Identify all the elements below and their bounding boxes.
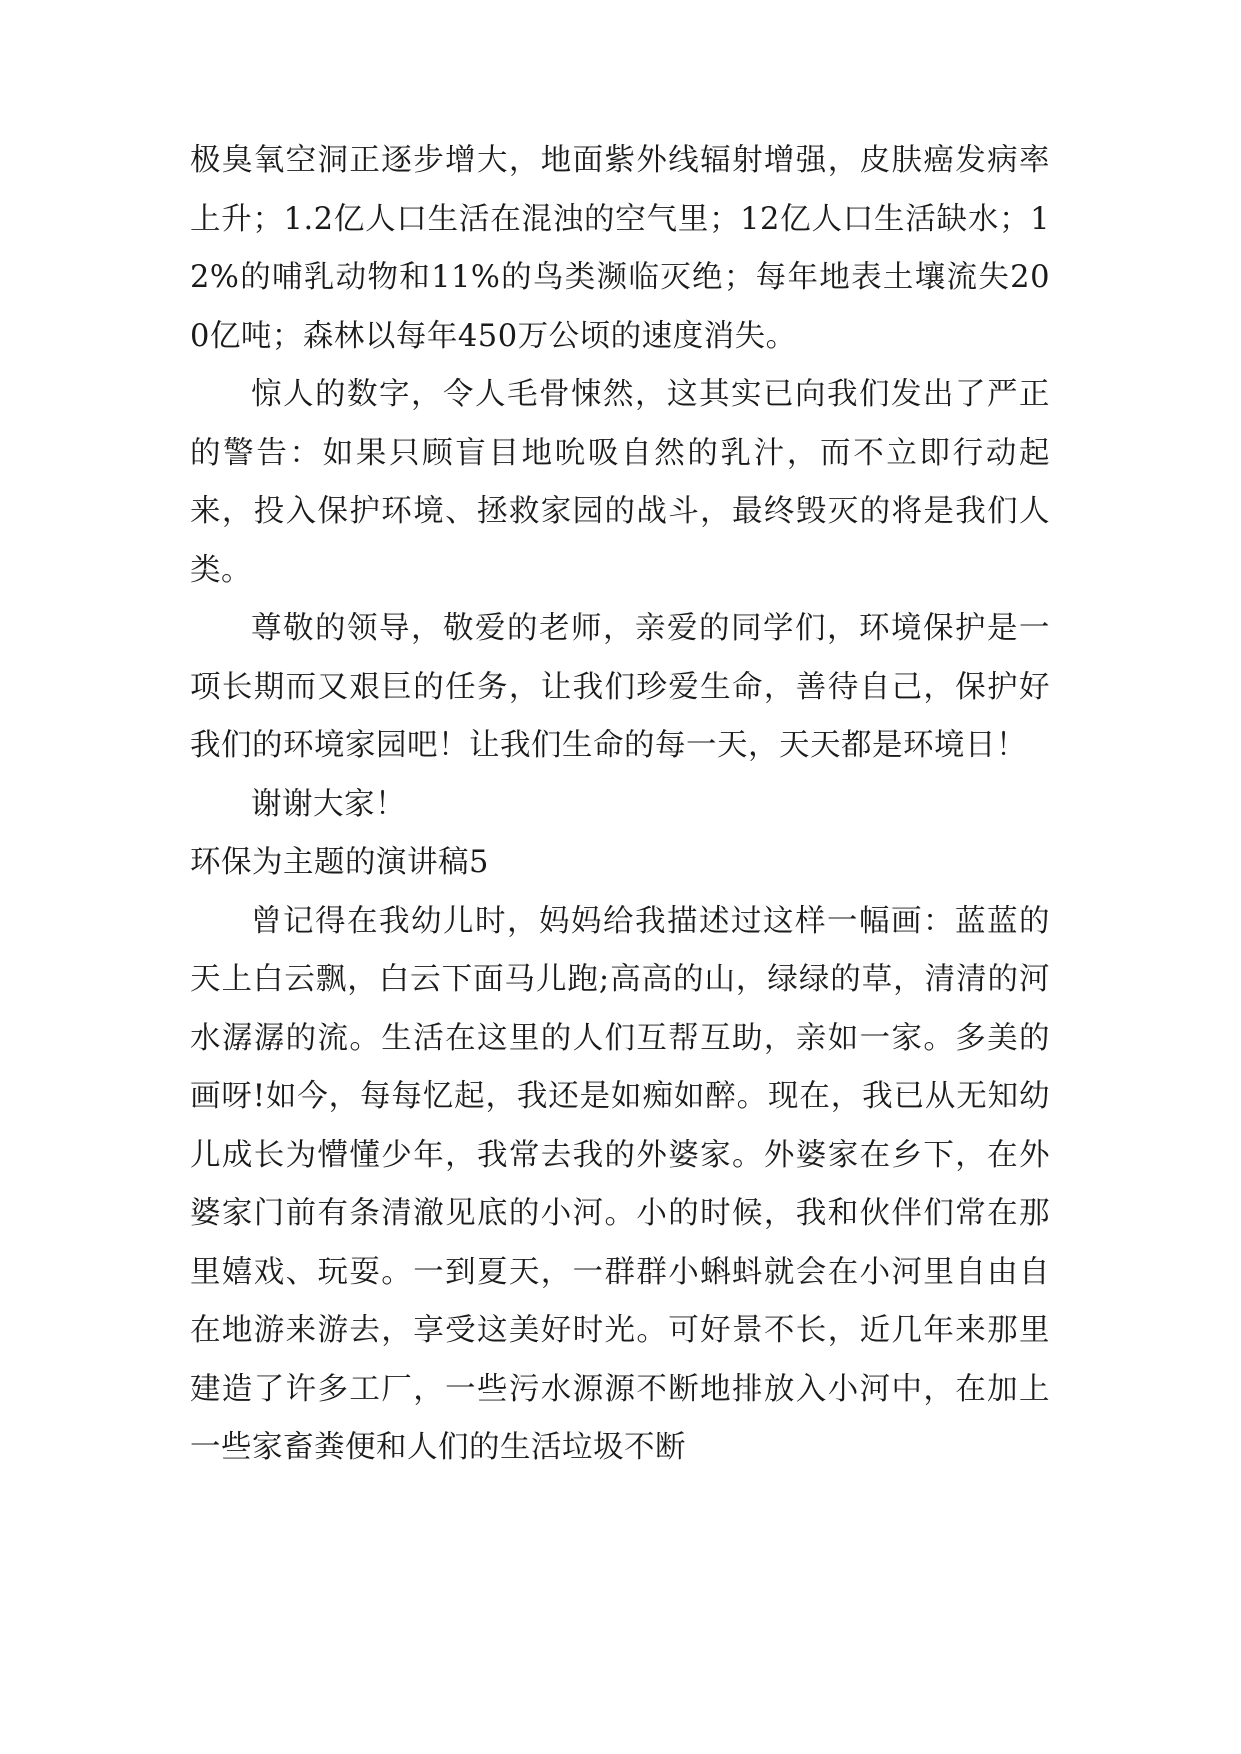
section-title: 环保为主题的演讲稿5 [190, 845, 489, 880]
paragraph-appeal: 尊敬的领导，敬爱的老师，亲爱的同学们，环境保护是一项长期而又艰巨的任务，让我们珍爱生命，善待自己，保护好我们的环境家园吧！让我们生命的每一天，天天都是环境日！ [190, 611, 1050, 763]
paragraph-warning: 惊人的数字，令人毛骨悚然，这其实已向我们发出了严正的警告：如果只顾盲目地吮吸自然的乳汁，而不立即行动起来，投入保护环境、拯救家园的战斗，最终毁灭的将是我们人类。 [190, 377, 1050, 588]
paragraph-thanks: 谢谢大家！ [251, 786, 406, 822]
paragraph-ozone-statistics: 极臭氧空洞正逐步增大，地面紫外线辐射增强，皮肤癌发病率上升；1.2亿人口生活在混浊的空气里；12亿人口生活缺水；12%的哺乳动物和11%的鸟类濒临灭绝；每年地表土壤流失200亿吨；森林以每年450万公顷的速度消失。 [190, 143, 1050, 354]
document-body [190, 132, 1050, 1478]
paragraph-childhood-memory: 曾记得在我幼儿时，妈妈给我描述过这样一幅画：蓝蓝的天上白云飘，白云下面马儿跑;高高的山，绿绿的草，清清的河水潺潺的流。生活在这里的人们互帮互助，亲如一家。多美的画呀!如今，每每忆起，我还是如痴如醉。现在，我已从无知幼儿成长为懵懂少年，我常去我的外婆家。外婆家在乡下，在外婆家门前有条清澈见底的小河。小的时候，我和伙伴们常在那里嬉戏、玩耍。一到夏天，一群群小蝌蚪就会在小河里自由自在地游来游去，享受这美好时光。可好景不长，近几年来那里建造了许多工厂，一些污水源源不断地排放入小河中，在加上一些家畜粪便和人们的生活垃圾不断 [190, 903, 1050, 1465]
